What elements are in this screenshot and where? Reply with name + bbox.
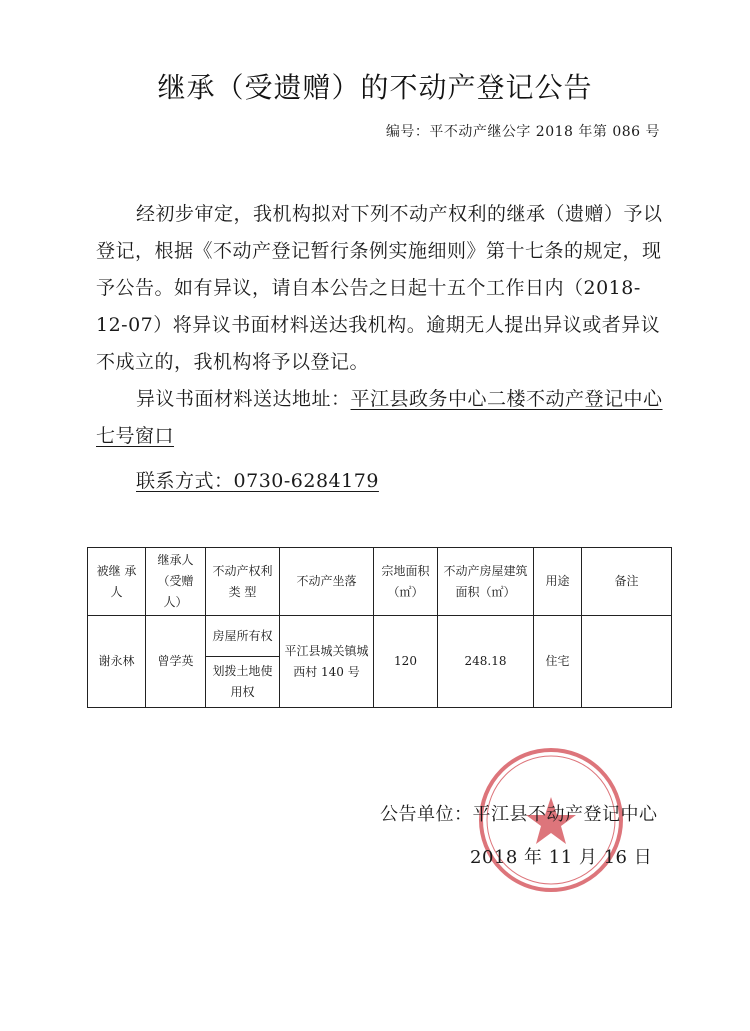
contact-phone: 0730-6284179	[233, 470, 379, 492]
cell-parcel-area: 120	[374, 616, 438, 708]
contact-info	[96, 463, 666, 500]
header-building-area: 不动产房屋建筑面积（㎡）	[438, 548, 534, 616]
cell-heir: 曾学英	[146, 616, 206, 708]
header-location: 不动产坐落	[280, 548, 374, 616]
contact-label: 联系方式：	[136, 470, 234, 492]
header-usage: 用途	[534, 548, 582, 616]
cell-decedent: 谢永林	[88, 616, 146, 708]
address-value: 平江县政务中心二楼不动产登记中心七号窗口	[96, 388, 663, 447]
cell-right-type-house: 房屋所有权	[206, 616, 280, 657]
header-decedent: 被继 承人	[88, 548, 146, 616]
notice-body	[96, 196, 666, 500]
issue-date: 2018 年 11 月 16 日	[470, 847, 653, 868]
cell-usage: 住宅	[534, 616, 582, 708]
table-row	[88, 616, 672, 657]
cell-remarks	[582, 616, 672, 708]
table-header-row	[88, 548, 672, 616]
objection-address	[96, 381, 666, 455]
notice-title: 继承（受遗赠）的不动产登记公告	[157, 71, 593, 104]
document-number: 编号：平不动产继公字 2018 年第 086 号	[385, 124, 660, 140]
cell-right-type-land: 划拨土地使用权	[206, 657, 280, 708]
header-right-type: 不动产权利类 型	[206, 548, 280, 616]
notice-paragraph: 经初步审定，我机构拟对下列不动产权利的继承（遗赠）予以登记，根据《不动产登记暂行条例实施细则》第十七条的规定，现予公告。如有异议，请自本公告之日起十五个工作日内（2018-12-07）将异议书面材料送达我机构。逾期无人提出异议或者异议不成立的，我机构将予以登记。	[96, 203, 663, 373]
address-label: 异议书面材料送达地址：	[136, 388, 351, 410]
cell-location: 平江县城关镇城西村 140 号	[280, 616, 374, 708]
header-remarks: 备注	[582, 548, 672, 616]
header-heir: 继承人（受赠人）	[146, 548, 206, 616]
registration-table	[87, 547, 672, 708]
cell-building-area: 248.18	[438, 616, 534, 708]
header-parcel-area: 宗地面积（㎡）	[374, 548, 438, 616]
issuing-organization: 公告单位：平江县不动产登记中心	[380, 804, 658, 825]
